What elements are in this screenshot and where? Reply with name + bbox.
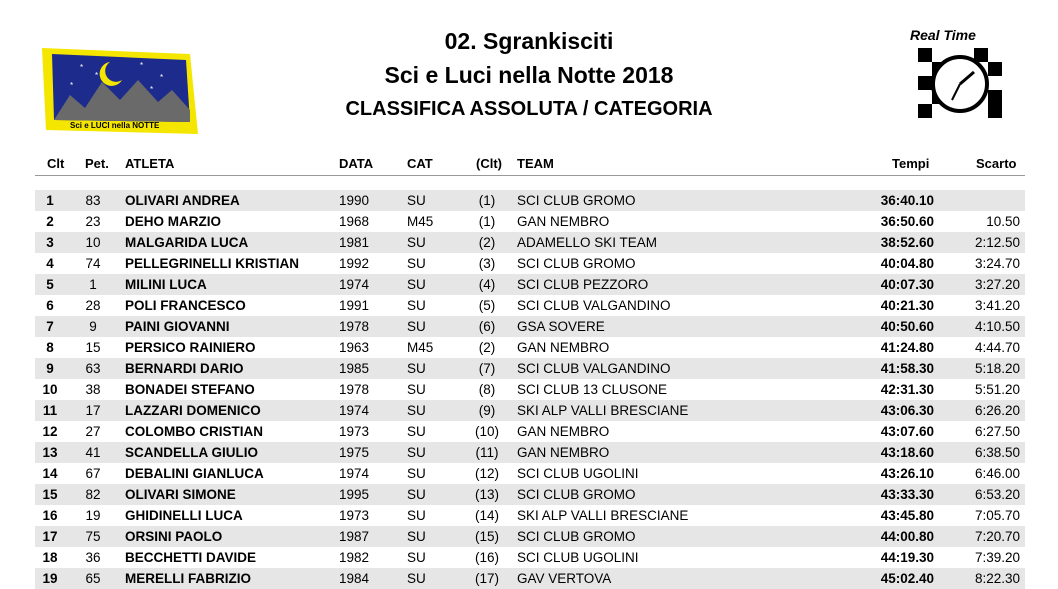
team-name: GAV VERTOVA — [517, 571, 612, 586]
bib-cell: 23 — [85, 214, 101, 229]
time-cell: 44:19.30 — [880, 550, 934, 565]
athlete-name: PAINI GIOVANNI — [125, 319, 230, 334]
rank-cell: 4 — [46, 256, 54, 271]
time-cell: 43:06.30 — [880, 403, 934, 418]
table-row — [35, 337, 1025, 358]
table-row — [35, 379, 1025, 400]
category: SU — [407, 424, 426, 439]
col-header-scarto: Scarto — [976, 156, 1017, 171]
bib-cell: 75 — [85, 529, 101, 544]
table-row — [35, 526, 1025, 547]
rank-cell: 15 — [42, 487, 58, 502]
time-cell: 43:33.30 — [880, 487, 934, 502]
time-cell: 43:26.10 — [880, 466, 934, 481]
category-rank: (13) — [474, 487, 499, 502]
rank-cell: 8 — [46, 340, 54, 355]
athlete-name: GHIDINELLI LUCA — [125, 508, 243, 523]
birth-year: 1974 — [339, 466, 370, 481]
time-cell: 41:24.80 — [880, 340, 934, 355]
table-row — [35, 253, 1025, 274]
category-rank: (16) — [474, 550, 499, 565]
gap-cell: 6:26.20 — [974, 403, 1020, 418]
bib-cell: 67 — [85, 466, 101, 481]
category: SU — [407, 466, 426, 481]
rank-cell: 2 — [46, 214, 54, 229]
athlete-name: DEBALINI GIANLUCA — [125, 466, 264, 481]
bib-cell: 10 — [85, 235, 101, 250]
bib-cell: 83 — [85, 193, 101, 208]
table-row — [35, 316, 1025, 337]
gap-cell: 7:05.70 — [974, 508, 1020, 523]
col-header-clt: Clt — [47, 156, 65, 171]
athlete-name: PELLEGRINELLI KRISTIAN — [125, 256, 300, 271]
team-name: GAN NEMBRO — [517, 445, 610, 460]
col-header-team: TEAM — [517, 156, 554, 171]
team-name: GSA SOVERE — [517, 319, 605, 334]
birth-year: 1973 — [339, 424, 370, 439]
birth-year: 1987 — [339, 529, 370, 544]
gap-cell: 6:38.50 — [974, 445, 1020, 460]
time-cell: 43:07.60 — [880, 424, 934, 439]
team-name: SCI CLUB VALGANDINO — [517, 361, 671, 376]
bib-cell: 19 — [85, 508, 101, 523]
time-cell: 36:50.60 — [880, 214, 934, 229]
category: SU — [407, 382, 426, 397]
time-cell: 45:02.40 — [880, 571, 934, 586]
gap-cell: 3:27.20 — [974, 277, 1020, 292]
category-rank: (14) — [474, 508, 499, 523]
rank-cell: 13 — [42, 445, 58, 460]
athlete-name: BECCHETTI DAVIDE — [125, 550, 257, 565]
birth-year: 1974 — [339, 403, 370, 418]
rank-cell: 10 — [42, 382, 58, 397]
rank-cell: 19 — [42, 571, 58, 586]
bib-cell: 38 — [85, 382, 101, 397]
category-rank: (10) — [474, 424, 499, 439]
col-header-cat: CAT — [407, 156, 433, 171]
team-name: SCI CLUB GROMO — [517, 487, 636, 502]
gap-cell: 8:22.30 — [974, 571, 1020, 586]
table-row — [35, 568, 1025, 589]
athlete-name: MERELLI FABRIZIO — [125, 571, 251, 586]
category: SU — [407, 550, 426, 565]
rank-cell: 7 — [46, 319, 54, 334]
team-name: SCI CLUB GROMO — [517, 256, 636, 271]
category: SU — [407, 277, 426, 292]
birth-year: 1990 — [339, 193, 370, 208]
birth-year: 1982 — [339, 550, 370, 565]
table-row — [35, 358, 1025, 379]
table-row — [35, 232, 1025, 253]
team-name: SCI CLUB PEZZORO — [517, 277, 649, 292]
table-row — [35, 484, 1025, 505]
team-name: SCI CLUB UGOLINI — [517, 466, 639, 481]
category: M45 — [407, 214, 434, 229]
category-rank: (12) — [474, 466, 499, 481]
rank-cell: 12 — [42, 424, 58, 439]
athlete-name: BONADEI STEFANO — [125, 382, 255, 397]
category-rank: (15) — [474, 529, 499, 544]
category: SU — [407, 361, 426, 376]
rank-cell: 3 — [46, 235, 54, 250]
gap-cell: 7:39.20 — [974, 550, 1020, 565]
category-rank: (4) — [478, 277, 496, 292]
bib-cell: 41 — [85, 445, 101, 460]
time-cell: 43:45.80 — [880, 508, 934, 523]
athlete-name: MALGARIDA LUCA — [125, 235, 249, 250]
bib-cell: 65 — [85, 571, 101, 586]
rank-cell: 18 — [42, 550, 58, 565]
athlete-name: OLIVARI SIMONE — [125, 487, 236, 502]
bib-cell: 28 — [85, 298, 101, 313]
athlete-name: ORSINI PAOLO — [125, 529, 223, 544]
header-divider — [35, 175, 1025, 176]
gap-cell: 10.50 — [986, 214, 1020, 229]
category: SU — [407, 193, 426, 208]
bib-cell: 15 — [85, 340, 101, 355]
birth-year: 1981 — [339, 235, 370, 250]
time-cell: 38:52.60 — [880, 235, 934, 250]
birth-year: 1963 — [339, 340, 370, 355]
table-row — [35, 190, 1025, 211]
gap-cell: 3:41.20 — [974, 298, 1020, 313]
svg-text:*: * — [160, 73, 164, 82]
time-cell: 40:21.30 — [880, 298, 934, 313]
team-name: SCI CLUB GROMO — [517, 193, 636, 208]
time-cell: 42:31.30 — [880, 382, 934, 397]
category-rank: (7) — [478, 361, 496, 376]
ranking-title: CLASSIFICA ASSOLUTA / CATEGORIA — [345, 98, 713, 120]
athlete-name: LAZZARI DOMENICO — [125, 403, 261, 418]
category-rank: (9) — [478, 403, 496, 418]
results-table — [35, 190, 1025, 589]
bib-cell: 17 — [85, 403, 101, 418]
birth-year: 1978 — [339, 319, 370, 334]
col-header-tempi: Tempi — [892, 156, 930, 171]
gap-cell: 7:20.70 — [974, 529, 1020, 544]
time-cell: 40:50.60 — [880, 319, 934, 334]
table-row — [35, 421, 1025, 442]
bib-cell: 36 — [85, 550, 101, 565]
event-logo-text: Sci e LUCI nella NOTTE — [70, 121, 160, 130]
bib-cell: 74 — [85, 256, 101, 271]
category-rank: (2) — [478, 340, 496, 355]
rank-cell: 16 — [42, 508, 58, 523]
athlete-name: POLI FRANCESCO — [125, 298, 246, 313]
team-name: SCI CLUB GROMO — [517, 529, 636, 544]
svg-text:*: * — [95, 71, 99, 80]
gap-cell: 6:53.20 — [974, 487, 1020, 502]
category-rank: (6) — [478, 319, 496, 334]
category-rank: (5) — [478, 298, 496, 313]
gap-cell: 6:46.00 — [974, 466, 1020, 481]
gap-cell: 5:18.20 — [974, 361, 1020, 376]
athlete-name: COLOMBO CRISTIAN — [125, 424, 263, 439]
col-header-data: DATA — [339, 156, 374, 171]
table-row — [35, 295, 1025, 316]
gap-cell: 2:12.50 — [974, 235, 1020, 250]
athlete-name: BERNARDI DARIO — [125, 361, 244, 376]
category: M45 — [407, 340, 434, 355]
gap-cell: 6:27.50 — [974, 424, 1020, 439]
category-rank: (2) — [478, 235, 496, 250]
time-cell: 40:07.30 — [880, 277, 934, 292]
table-row — [35, 400, 1025, 421]
table-row — [35, 463, 1025, 484]
team-name: SCI CLUB 13 CLUSONE — [517, 382, 668, 397]
birth-year: 1984 — [339, 571, 370, 586]
bib-cell: 27 — [85, 424, 101, 439]
time-cell: 41:58.30 — [880, 361, 934, 376]
birth-year: 1978 — [339, 382, 370, 397]
team-name: SKI ALP VALLI BRESCIANE — [517, 403, 689, 418]
birth-year: 1975 — [339, 445, 370, 460]
category-rank: (1) — [478, 193, 496, 208]
svg-text:*: * — [80, 63, 84, 72]
gap-cell: 3:24.70 — [974, 256, 1020, 271]
svg-text:*: * — [140, 61, 144, 70]
team-name: GAN NEMBRO — [517, 214, 610, 229]
team-name: ADAMELLO SKI TEAM — [517, 235, 658, 250]
bib-cell: 63 — [85, 361, 101, 376]
timing-logo-text: Real Time — [910, 28, 976, 43]
category: SU — [407, 487, 426, 502]
time-cell: 43:18.60 — [880, 445, 934, 460]
birth-year: 1973 — [339, 508, 370, 523]
bib-cell: 1 — [89, 277, 97, 292]
category-rank: (8) — [478, 382, 496, 397]
time-cell: 36:40.10 — [880, 193, 934, 208]
birth-year: 1968 — [339, 214, 370, 229]
category: SU — [407, 571, 426, 586]
category: SU — [407, 508, 426, 523]
time-cell: 40:04.80 — [880, 256, 934, 271]
birth-year: 1974 — [339, 277, 370, 292]
table-row — [35, 442, 1025, 463]
birth-year: 1985 — [339, 361, 370, 376]
table-row — [35, 547, 1025, 568]
category: SU — [407, 298, 426, 313]
athlete-name: SCANDELLA GIULIO — [125, 445, 258, 460]
birth-year: 1991 — [339, 298, 370, 313]
category: SU — [407, 319, 426, 334]
category-rank: (1) — [478, 214, 496, 229]
category-rank: (3) — [478, 256, 496, 271]
col-header-pet: Pet. — [85, 156, 109, 171]
col-header-clt-cat: (Clt) — [476, 156, 502, 171]
team-name: SKI ALP VALLI BRESCIANE — [517, 508, 689, 523]
athlete-name: MILINI LUCA — [125, 277, 207, 292]
bib-cell: 82 — [85, 487, 101, 502]
athlete-name: DEHO MARZIO — [125, 214, 221, 229]
rank-cell: 17 — [42, 529, 58, 544]
category: SU — [407, 529, 426, 544]
gap-cell: 4:44.70 — [974, 340, 1020, 355]
time-cell: 44:00.80 — [880, 529, 934, 544]
rank-cell: 6 — [46, 298, 54, 313]
table-row — [35, 211, 1025, 232]
team-name: GAN NEMBRO — [517, 340, 610, 355]
col-header-atleta: ATLETA — [125, 156, 175, 171]
rank-cell: 14 — [42, 466, 58, 481]
svg-text:*: * — [70, 81, 74, 90]
category: SU — [407, 403, 426, 418]
svg-text:*: * — [150, 85, 154, 94]
team-name: GAN NEMBRO — [517, 424, 610, 439]
gap-cell: 5:51.20 — [974, 382, 1020, 397]
category-rank: (11) — [475, 445, 499, 460]
rank-cell: 5 — [46, 277, 54, 292]
athlete-name: OLIVARI ANDREA — [125, 193, 240, 208]
team-name: SCI CLUB UGOLINI — [517, 550, 639, 565]
category: SU — [407, 256, 426, 271]
page-title: 02. Sgrankisciti — [444, 28, 614, 54]
birth-year: 1992 — [339, 256, 370, 271]
athlete-name: PERSICO RAINIERO — [125, 340, 256, 355]
rank-cell: 9 — [46, 361, 54, 376]
bib-cell: 9 — [89, 319, 97, 334]
rank-cell: 1 — [46, 193, 54, 208]
category: SU — [407, 445, 426, 460]
gap-cell: 4:10.50 — [974, 319, 1020, 334]
category: SU — [407, 235, 426, 250]
rank-cell: 11 — [42, 403, 58, 418]
category-rank: (17) — [474, 571, 499, 586]
table-row — [35, 505, 1025, 526]
birth-year: 1995 — [339, 487, 370, 502]
event-title: Sci e Luci nella Notte 2018 — [384, 62, 674, 88]
team-name: SCI CLUB VALGANDINO — [517, 298, 671, 313]
table-row — [35, 274, 1025, 295]
